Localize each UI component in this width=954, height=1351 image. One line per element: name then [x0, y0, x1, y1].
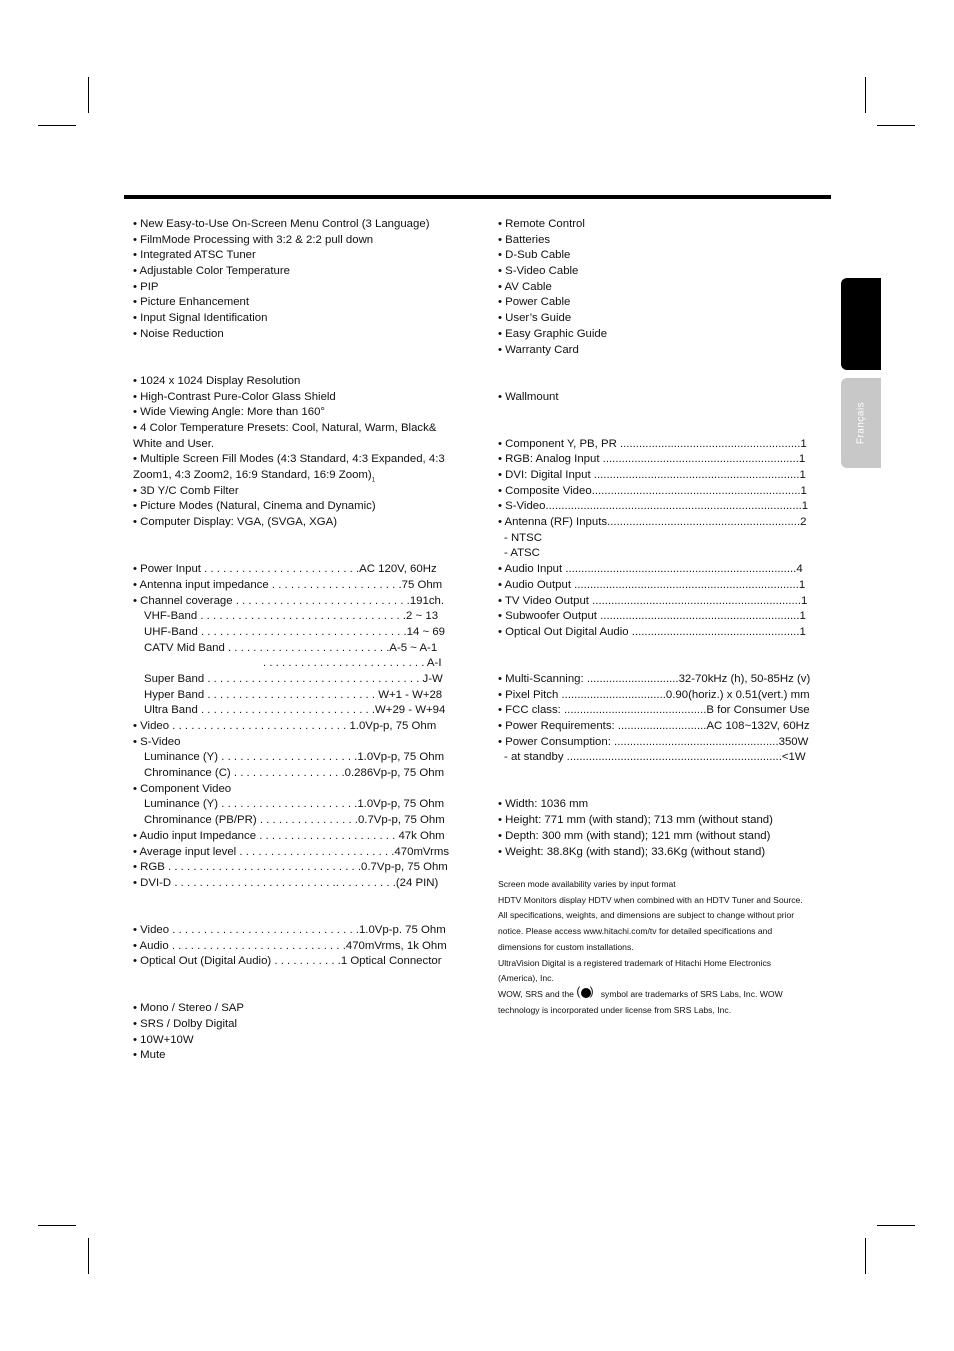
list-item: • Wallmount	[498, 390, 559, 403]
list-item: • Computer Display: VGA, (SVGA, XGA)	[133, 516, 338, 529]
crop-mark	[88, 77, 89, 113]
spec-row: • Audio . . . . . . . . . . . . . . . . . . . . . . . . . . . .470mVrms, 1k Ohm	[133, 939, 447, 952]
spec-row: • Video . . . . . . . . . . . . . . . . . . . . . . . . . . . . 1.0Vp-p, 75 Ohm	[133, 720, 437, 732]
spec-row: . . . . . . . . . . . . . . . . . . . . . . . . . . A-I	[263, 657, 442, 670]
list-item: • New Easy-to-Use On-Screen Menu Control (3 Language)	[133, 218, 430, 230]
accessories-list	[498, 217, 828, 358]
footnote: dimensions for custom installations.	[498, 941, 634, 952]
spec-row: • Antenna (RF) Inputs.............................................................2	[498, 516, 807, 529]
list-item: • Mute	[133, 1049, 166, 1062]
footnote: (America), Inc.	[498, 973, 554, 984]
spec-row: • Component Video	[133, 782, 232, 795]
spec-row: UHF-Band . . . . . . . . . . . . . . . . . . . . . . . . . . . . . . . . .14 ~ 69	[144, 625, 445, 638]
list-item: • Power Cable	[498, 296, 571, 309]
spec-row: - NTSC	[504, 531, 542, 544]
crop-mark	[38, 125, 76, 126]
spec-row: • Audio Output .......................................................................1	[498, 578, 806, 591]
spec-row: • Composite Video..................................................................1	[498, 484, 807, 497]
footnotes	[498, 877, 818, 1018]
list-item: • S-Video Cable	[498, 265, 579, 278]
list-item: • Input Signal Identification	[133, 312, 268, 325]
francais-tab-label: Français	[855, 401, 867, 445]
spec-row: • Audio Input .........................................................................4	[498, 563, 803, 576]
output-spec-list	[133, 923, 463, 970]
spec-row: Luminance (Y) . . . . . . . . . . . . . . . . . . . . . .1.0Vp-p, 75 Ohm	[144, 751, 445, 764]
spec-row: - ATSC	[504, 547, 540, 560]
list-item: • 4 Color Temperature Presets: Cool, Natural, Warm, Black&	[133, 421, 437, 434]
spec-row: VHF-Band . . . . . . . . . . . . . . . . . . . . . . . . . . . . . . . . .2 ~ 13	[144, 610, 439, 623]
spec-row: • Width: 1036 mm	[498, 798, 589, 811]
list-item: • Adjustable Color Temperature	[133, 265, 291, 278]
spec-row: • Audio input Impedance . . . . . . . . . . . . . . . . . . . . . . 47k Ohm	[133, 829, 445, 842]
footnote: Screen mode availability varies by input format	[498, 879, 676, 889]
srs-logo-icon	[576, 987, 598, 999]
list-item: • Integrated ATSC Tuner	[133, 249, 256, 262]
spec-row: • Average input level . . . . . . . . . . . . . . . . . . . . . . . . .470mVrms	[133, 845, 450, 858]
spec-row: • Pixel Pitch .................................0.90(horiz.) x 0.51(vert.) mm	[498, 688, 810, 701]
left-column	[133, 217, 463, 1064]
audio-list	[133, 1001, 463, 1064]
features-list	[133, 217, 463, 343]
right-column	[498, 217, 828, 860]
spec-row: • Video . . . . . . . . . . . . . . . . . . . . . . . . . . . . . .1.0Vp-p. 75 Ohm	[133, 923, 446, 936]
spec-row: • Antenna input impedance . . . . . . . . . . . . . . . . . . . . .75 Ohm	[133, 578, 443, 591]
spec-row: • FCC class: .............................................B for Consumer Use	[498, 704, 810, 717]
spec-row: CATV Mid Band . . . . . . . . . . . . . . . . . . . . . . . . . .A-5 ~ A-1	[144, 641, 438, 654]
crop-mark	[877, 1225, 915, 1226]
general-spec-list	[498, 672, 828, 766]
list-item: • Batteries	[498, 233, 551, 246]
francais-tab[interactable]	[841, 378, 881, 468]
spec-row: • Optical Out Digital Audio .....................................................1	[498, 625, 806, 638]
list-item: Zoom1, 4:3 Zoom2, 16:9 Standard, 16:9 $Zoom)_1$	[133, 469, 376, 484]
optional-list	[498, 390, 828, 406]
input-spec-list	[133, 562, 463, 891]
crop-mark	[865, 1238, 866, 1274]
list-item: • AV Cable	[498, 280, 552, 293]
list-item: • SRS / Dolby Digital	[133, 1018, 238, 1031]
crop-mark	[865, 77, 866, 113]
list-item: • Picture Enhancement	[133, 296, 250, 309]
spec-row: Super Band . . . . . . . . . . . . . . . . . . . . . . . . . . . . . . . . . . J-W	[144, 672, 443, 685]
crop-mark	[877, 125, 915, 126]
spec-row: • Multi-Scanning: .............................32-70kHz (h), 50-85Hz (v)	[498, 672, 811, 685]
footnote: WOW, SRS and the ( ) symbol are trademarks of SRS Labs, Inc. WOW	[498, 987, 818, 1003]
header-rule	[124, 195, 831, 199]
list-item: • Remote Control	[498, 218, 585, 230]
spec-row: • DVI-D . . . . . . . . . . . . . . . . . . . . . . . . . .. . . . . . . . . .(24 PIN)	[133, 876, 439, 889]
list-item: White and User.	[133, 437, 215, 450]
list-item: • Wide Viewing Angle: More than 160°	[133, 406, 325, 419]
list-item: • Warranty Card	[498, 343, 579, 356]
spec-row: Chrominance (PB/PR) . . . . . . . . . . . . . . . .0.7Vp-p, 75 Ohm	[144, 814, 445, 827]
spec-row: • Optical Out (Digital Audio) . . . . . . . . . . .1 Optical Connector	[133, 955, 442, 968]
terminals-list	[498, 437, 828, 641]
footnote: HDTV Monitors display HDTV when combined with an HDTV Tuner and Source.	[498, 894, 803, 905]
list-item: • 10W+10W	[133, 1033, 194, 1046]
spec-row: • RGB . . . . . . . . . . . . . . . . . . . . . . . . . . . . . . .0.7Vp-p, 75 Ohm	[133, 861, 448, 874]
spec-row: • Channel coverage . . . . . . . . . . . . . . . . . . . . . . . . . . . .191ch.	[133, 594, 445, 607]
spec-row: • Depth: 300 mm (with stand); 121 mm (without stand)	[498, 829, 771, 842]
spec-row: • Weight: 38.8Kg (with stand); 33.6Kg (without stand)	[498, 845, 766, 858]
spec-row: Luminance (Y) . . . . . . . . . . . . . . . . . . . . . .1.0Vp-p, 75 Ohm	[144, 798, 445, 811]
list-item: • User’s Guide	[498, 312, 572, 325]
spec-row: Hyper Band . . . . . . . . . . . . . . . . . . . . . . . . . . . W+1 - W+28	[144, 688, 443, 701]
spec-row: Ultra Band . . . . . . . . . . . . . . . . . . . . . . . . . . . .W+29 - W+94	[144, 704, 446, 717]
list-item: • Multiple Screen Fill Modes (4:3 Standard, 4:3 Expanded, 4:3	[133, 453, 445, 466]
list-item: • 1024 x 1024 Display Resolution	[133, 374, 301, 387]
footnote: technology is incorporated under license from SRS Labs, Inc.	[498, 1004, 732, 1015]
spec-row: • Power Consumption: ....................................................350W	[498, 735, 809, 748]
spec-row: • S-Video	[133, 735, 181, 748]
list-item: • Picture Modes (Natural, Cinema and Dynamic)	[133, 500, 376, 513]
spec-row: Chrominance (C) . . . . . . . . . . . . . . . . . .0.286Vp-p, 75 Ohm	[144, 767, 445, 780]
spec-row: • S-Video.................................................................................1	[498, 500, 809, 513]
list-item: • PIP	[133, 280, 159, 293]
footnote: All specifications, weights, and dimensions are subject to change without prior	[498, 910, 795, 921]
footnote-mark: 1	[371, 477, 376, 484]
list-item: • Mono / Stereo / SAP	[133, 1002, 244, 1015]
spec-row: • Power Requirements: ............................AC 108~132V, 60Hz	[498, 720, 810, 732]
spec-row: • Power Input . . . . . . . . . . . . . . . . . . . . . . . . .AC 120V, 60Hz	[133, 563, 437, 576]
footnote: notice. Please access www.hitachi.com/tv for detailed specifications and	[498, 926, 773, 937]
spec-row: • Height: 771 mm (with stand); 713 mm (without stand)	[498, 814, 773, 827]
list-item: • 3D Y/C Comb Filter	[133, 484, 239, 497]
crop-mark	[38, 1225, 76, 1226]
list-item: • D-Sub Cable	[498, 249, 571, 262]
list-item: • FilmMode Processing with 3:2 & 2:2 pull down	[133, 233, 374, 246]
spec-row: • TV Video Output ..................................................................1	[498, 594, 808, 607]
crop-mark	[88, 1238, 89, 1274]
list-item: • High-Contrast Pure-Color Glass Shield	[133, 390, 336, 403]
footnote: UltraVision Digital is a registered trademark of Hitachi Home Electronics	[498, 957, 772, 968]
spec-row: • DVI: Digital Input .................................................................1	[498, 469, 806, 481]
spec-row: • RGB: Analog Input ..............................................................1	[498, 453, 806, 466]
dimensions-list	[498, 797, 828, 860]
spec-row: • Component Y, PB, PR .........................................................1	[498, 437, 807, 450]
english-tab[interactable]	[841, 278, 881, 370]
spec-row: - at standby ....................................................................<1W	[504, 751, 806, 764]
display-list	[133, 374, 463, 531]
list-item: • Noise Reduction	[133, 327, 224, 340]
spec-row: • Subwoofer Output ...............................................................1	[498, 610, 806, 623]
list-item: • Easy Graphic Guide	[498, 327, 608, 340]
